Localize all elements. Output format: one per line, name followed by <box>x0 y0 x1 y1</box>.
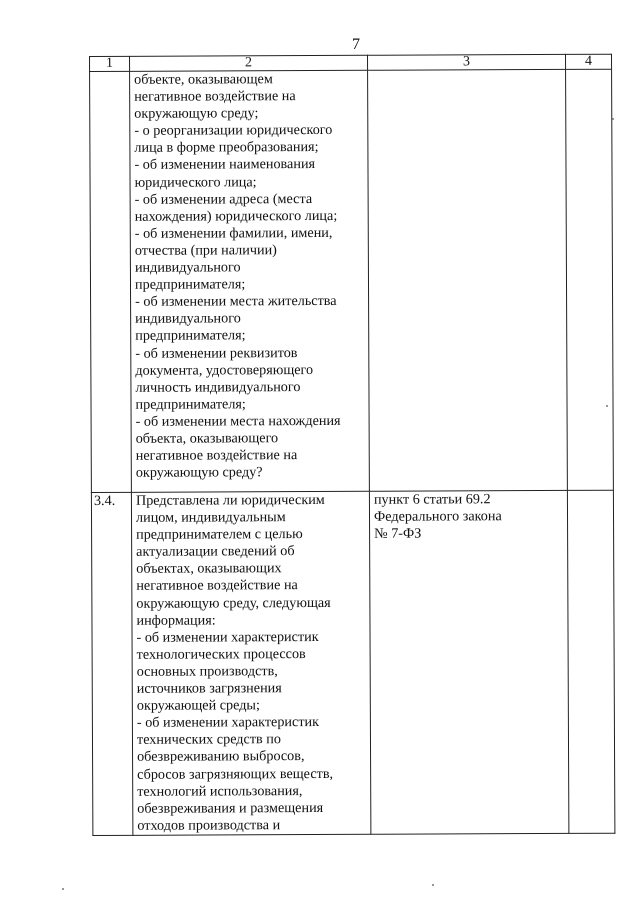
note-cell <box>566 69 614 490</box>
question-text: Представлена ли юридическим лицом, индивидуальным предпринимателем с целью актуализации сведений об объектах, оказывающих негативное воздействие на окружающую среду, следующая информация: - об изменении характеристик технологических процессов основных производств, источников загрязнения окружающей среды; - об изменении характеристик технических средств по обезвреживанию выбросов, сбросов загрязняющих веществ, технологий использования, обезвреживания и размещения отходов производства и <box>135 491 334 834</box>
scan-speck <box>432 884 434 886</box>
reference-text: пункт 6 статьи 69.2 Федерального закона № 7-ФЗ <box>373 491 502 542</box>
scan-speck <box>612 118 614 120</box>
table-row <box>91 490 614 835</box>
row-number-cell <box>91 492 132 835</box>
header-col-3: 3 <box>367 54 565 70</box>
page-number: 7 <box>352 36 360 53</box>
row-number: 3.4. <box>93 492 116 509</box>
reference-cell <box>368 69 568 491</box>
reference-text <box>368 70 565 71</box>
table-row <box>90 69 614 492</box>
header-col-1: 1 <box>90 56 130 71</box>
scan-speck <box>62 888 64 890</box>
header-col-2: 2 <box>130 55 368 71</box>
question-cell <box>130 70 370 492</box>
question-cell <box>131 491 370 835</box>
note-cell <box>567 490 614 833</box>
scan-speck <box>606 405 608 407</box>
question-text: объекте, оказывающем негативное воздействие на окружающую среду; - о реорганизации юридического лица в форме преобразования; - об изменении наименования юридического лица; - об изменении адреса (места нахождения) юридического лица; - об изменении фамилии, имени, отчества (при наличии) индивидуального предпринимателя; - об изменении места жительства индивидуального предпринимателя; - об изменении реквизитов документа, удостоверяющего личность индивидуального предпринимателя; - об изменении места нахождения объекта, оказывающего негативное воздействие на окружающую среду? <box>134 71 341 481</box>
checklist-table <box>89 54 615 836</box>
row-number-cell <box>90 71 132 492</box>
header-col-4: 4 <box>565 54 611 69</box>
reference-cell <box>369 490 568 834</box>
